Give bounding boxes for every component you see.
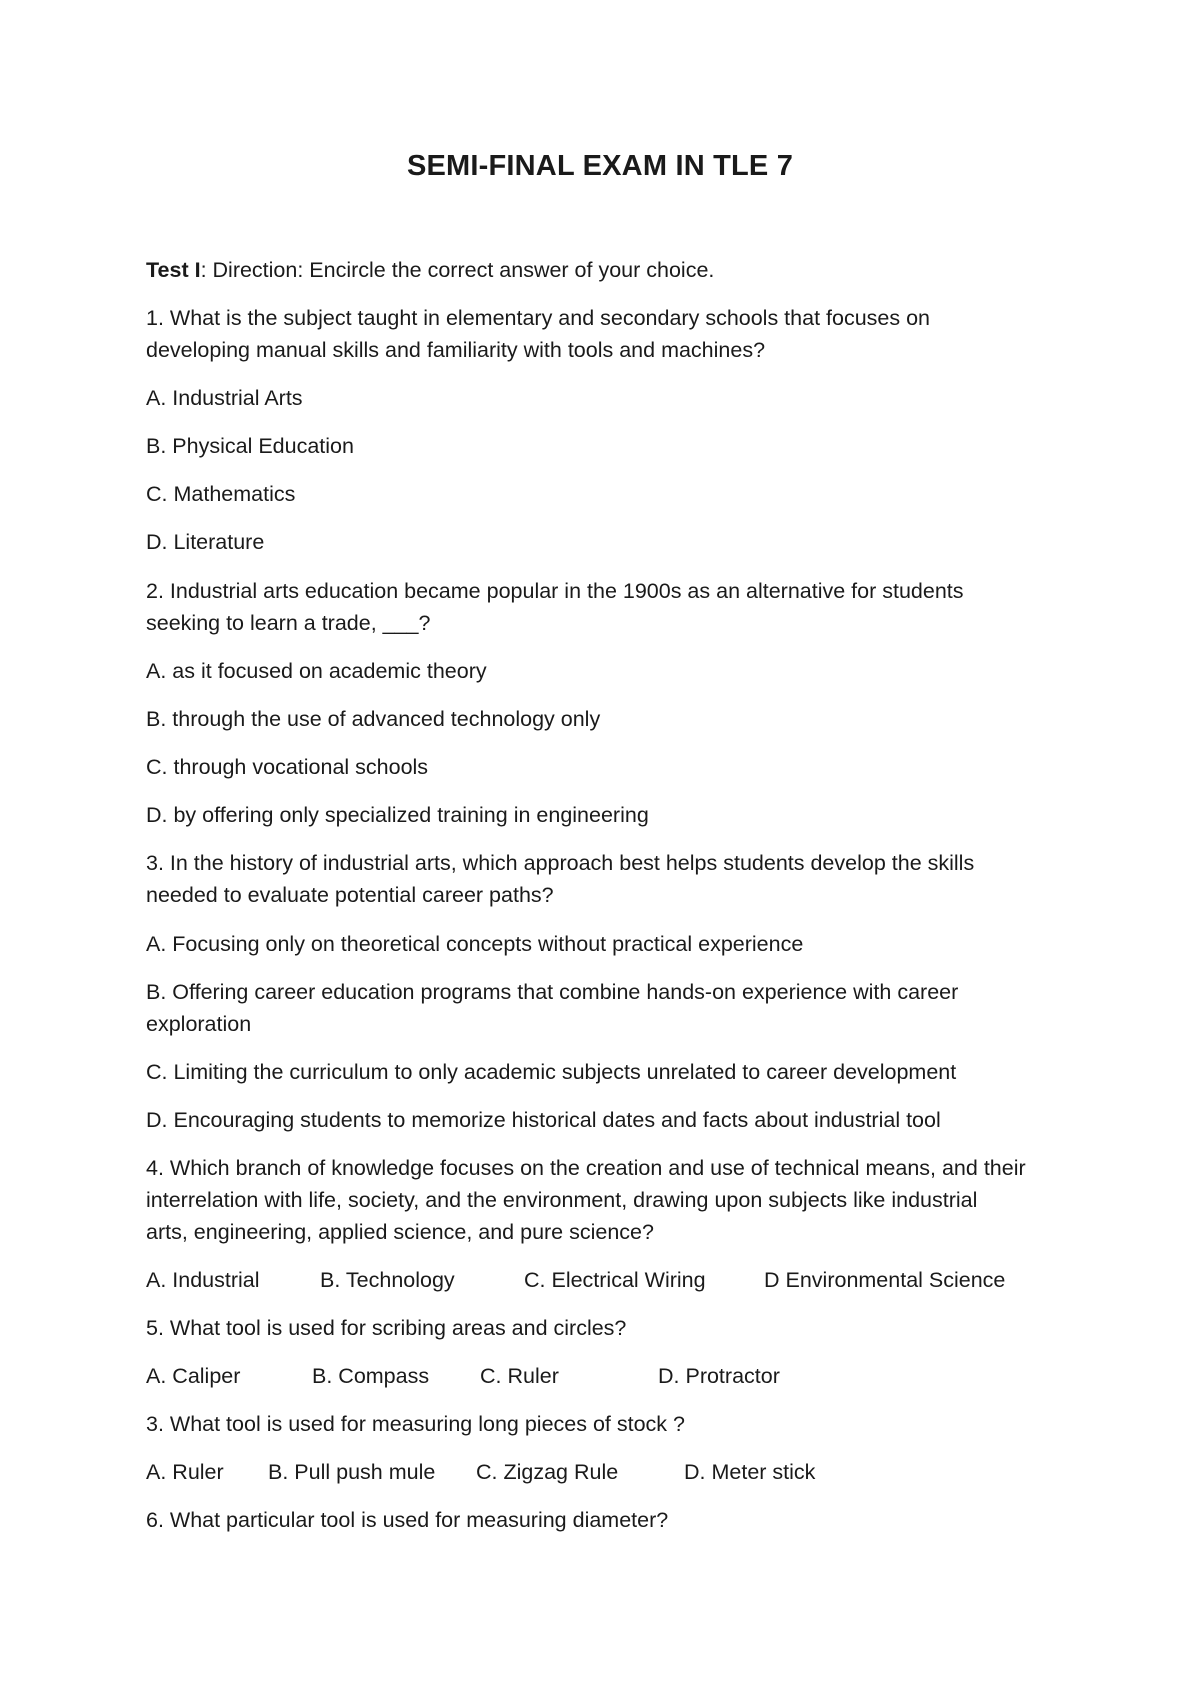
question-3b-option-c[interactable]: C. Zigzag Rule <box>476 1460 619 1484</box>
question-4-line-3: arts, engineering, applied science, and pure science? <box>146 1220 654 1244</box>
question-4-options <box>146 1264 1066 1296</box>
question-4-line-2: interrelation with life, society, and the environment, drawing upon subjects like industrial <box>146 1188 978 1212</box>
question-5-option-c[interactable]: C. Ruler <box>480 1364 559 1388</box>
question-3b-options <box>146 1456 866 1488</box>
question-2-line-2: seeking to learn a trade, ___? <box>146 611 431 635</box>
question-5-option-a[interactable]: A. Caliper <box>146 1364 241 1388</box>
test-label: Test I <box>146 258 201 282</box>
question-5-option-b[interactable]: B. Compass <box>312 1364 430 1388</box>
test-direction <box>146 254 714 286</box>
question-1-line-1: 1. What is the subject taught in elementary and secondary schools that focuses on <box>146 306 931 330</box>
question-3b-text: 3. What tool is used for measuring long pieces of stock ? <box>146 1412 685 1436</box>
question-5-options <box>146 1360 846 1392</box>
question-5-text: 5. What tool is used for scribing areas and circles? <box>146 1316 627 1340</box>
question-3-option-c[interactable]: C. Limiting the curriculum to only academic subjects unrelated to career development <box>146 1060 957 1084</box>
question-3-option-a[interactable]: A. Focusing only on theoretical concepts without practical experience <box>146 932 804 956</box>
direction-text: : Direction: Encircle the correct answer of your choice. <box>200 258 715 282</box>
question-6-text: 6. What particular tool is used for measuring diameter? <box>146 1508 669 1532</box>
question-3b-option-b[interactable]: B. Pull push mule <box>268 1460 436 1484</box>
question-1-line-2: developing manual skills and familiarity with tools and machines? <box>146 338 766 362</box>
question-4-option-d[interactable]: D Environmental Science <box>764 1268 1006 1292</box>
question-1-option-c[interactable]: C. Mathematics <box>146 482 296 506</box>
question-4-option-a[interactable]: A. Industrial <box>146 1268 260 1292</box>
question-2-option-d[interactable]: D. by offering only specialized training in engineering <box>146 803 649 827</box>
page-title: SEMI-FINAL EXAM IN TLE 7 <box>406 150 794 182</box>
question-2-option-c[interactable]: C. through vocational schools <box>146 755 429 779</box>
question-2-option-a[interactable]: A. as it focused on academic theory <box>146 659 487 683</box>
question-3b-option-d[interactable]: D. Meter stick <box>684 1460 816 1484</box>
question-1-option-d[interactable]: D. Literature <box>146 530 265 554</box>
question-3-line-2: needed to evaluate potential career paths? <box>146 883 554 907</box>
question-3-option-b-line-1[interactable]: B. Offering career education programs that combine hands-on experience with career <box>146 980 959 1004</box>
question-5-option-d[interactable]: D. Protractor <box>658 1364 780 1388</box>
question-1-option-b[interactable]: B. Physical Education <box>146 434 354 458</box>
question-2-line-1: 2. Industrial arts education became popular in the 1900s as an alternative for students <box>146 579 964 603</box>
question-3b-option-a[interactable]: A. Ruler <box>146 1460 224 1484</box>
question-4-option-c[interactable]: C. Electrical Wiring <box>524 1268 706 1292</box>
question-3-line-1: 3. In the history of industrial arts, which approach best helps students develop the skills <box>146 851 975 875</box>
question-1-option-a[interactable]: A. Industrial Arts <box>146 386 303 410</box>
question-2-option-b[interactable]: B. through the use of advanced technology only <box>146 707 601 731</box>
question-3-option-d[interactable]: D. Encouraging students to memorize historical dates and facts about industrial tool <box>146 1108 941 1132</box>
question-4-line-1: 4. Which branch of knowledge focuses on the creation and use of technical means, and their <box>146 1156 1026 1180</box>
question-4-option-b[interactable]: B. Technology <box>320 1268 455 1292</box>
question-3-option-b-line-2[interactable]: exploration <box>146 1012 252 1036</box>
